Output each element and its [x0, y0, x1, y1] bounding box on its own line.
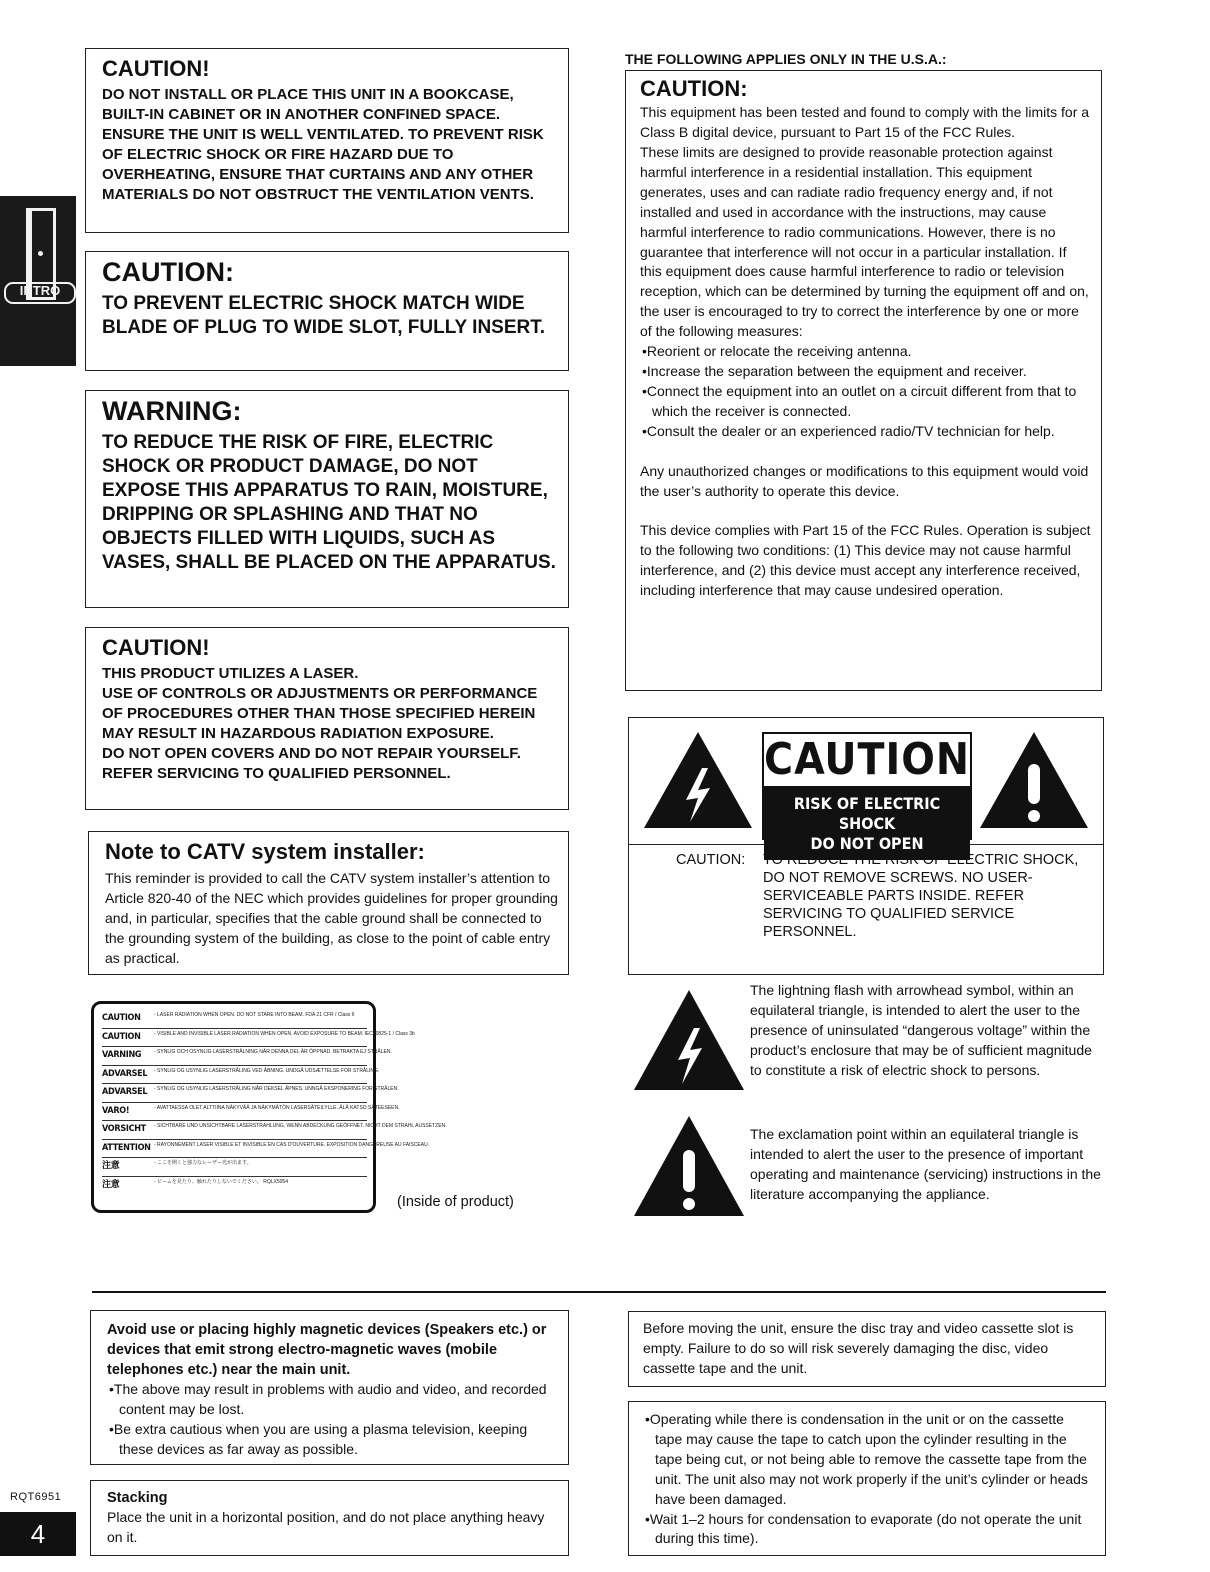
model-code: RQT6951 [10, 1491, 62, 1503]
magnetic-devices-box [90, 1310, 569, 1465]
lightning-symbol-icon [632, 988, 746, 1092]
caution-sign-line-1: RISK OF ELECTRIC SHOCK [793, 794, 941, 833]
condensation-bullet-1: •Operating while there is condensation in the unit or on the cassette tape may cause the tape to catch upon the cylinder resulting in the tape being cut, or not being able to remove the cassette tape from the unit. The unit also may not work properly if the unit’s cylinder or heads have been damaged. [645, 1411, 1088, 1507]
label-row: 注意 - ここを開くと強力なレーザー光が出ます。 [102, 1158, 367, 1177]
label-row: CAUTION - LASER RADIATION WHEN OPEN. DO NOT STARE INTO BEAM. FDA 21 CFR / Class II [102, 1010, 367, 1029]
label-row: VARNING - SYNLIG OCH OSYNLIG LASERSTRÅLNING NÄR DENNA DEL ÄR ÖPPNAD. BETRAKTA EJ STRÅLEN. [102, 1047, 367, 1066]
condensation-box [628, 1401, 1106, 1556]
caution-laser-line-1: THIS PRODUCT UTILIZES A LASER. [102, 665, 359, 683]
fcc-bullet-4: •Consult the dealer or an experienced radio/TV technician for help. [642, 422, 1055, 439]
lightning-triangle-icon [642, 730, 754, 830]
fcc-paragraph-2: These limits are designed to provide reasonable protection against harmful interference in a residential installation. This equipment generates, uses and can radiate radio frequency energy and, if not installed and used in accordance with the instructions, may cause harmful interference to radio communications. However, there is no guarantee that interference will not occur in a particular installation. If this equipment does cause harmful interference to radio or television reception, which can be determined by turning the equipment off and on, the user is encouraged to try to correct the interference by one or more of the following measures: [640, 144, 1089, 340]
stacking-title: Stacking [107, 1490, 168, 1506]
moving-unit-box [628, 1311, 1106, 1387]
stacking-box [90, 1480, 569, 1556]
condensation-bullet-2: •Wait 1–2 hours for condensation to evaporate (do not operate the unit during this time). [645, 1510, 1082, 1547]
catv-note-box [88, 831, 569, 975]
caution-sign-subtitle [764, 786, 970, 860]
label-row: CAUTION - VISIBLE AND INVISIBLE LASER RADIATION WHEN OPEN. AVOID EXPOSURE TO BEAM. IEC60825-1 / Class 3b [102, 1029, 367, 1048]
fcc-paragraph-3: Any unauthorized changes or modifications to this equipment would void the user’s authority to operate this device. [640, 462, 1089, 499]
fcc-bullet-3: •Connect the equipment into an outlet on a circuit different from that to which the receiver is connected. [642, 382, 1077, 419]
label-row: ADVARSEL - SYNLIG OG USYNLIG LASERSTRÅLING VED ÅBNING. UNDGÅ UDSÆTTELSE FOR STRÅLING. [102, 1066, 367, 1085]
caution-sign-caption [676, 851, 1086, 941]
intro-tab-label: INTRO [4, 282, 76, 304]
intro-side-tab [0, 196, 76, 366]
exclamation-symbol-icon [632, 1114, 746, 1218]
magnetic-bullet-2: •Be extra cautious when you are using a plasma television, keeping these devices as far away as possible. [109, 1420, 528, 1457]
caution-sign-caption-text: TO REDUCE THE RISK OF ELECTRIC SHOCK, DO NOT REMOVE SCREWS. NO USER-SERVICEABLE PARTS INSIDE. REFER SERVICING TO QUALIFIED SERVICE PERSONNEL. [763, 852, 1079, 940]
caution-plug-title: CAUTION: [102, 257, 234, 287]
label-row: ATTENTION - RAYONNEMENT LASER VISIBLE ET INVISIBLE EN CAS D'OUVERTURE. EXPOSITION DANGEREUSE AU FAISCEAU. [102, 1140, 367, 1159]
catv-note-title: Note to CATV system installer: [105, 839, 425, 864]
catv-note-text: This reminder is provided to call the CATV system installer’s attention to Article 820-40 of the NEC which provides guidelines for proper grounding and, in particular, specifies that the cable ground shall be connected to the grounding system of the building, as close to the point of cable entry as practical. [105, 870, 558, 967]
caution-sign-line-2: DO NOT OPEN [810, 834, 924, 853]
magnetic-bullet-1: •The above may result in problems with audio and video, and recorded content may be lost. [109, 1381, 547, 1417]
caution-ventilation-title: CAUTION! [102, 56, 210, 81]
label-caption: (Inside of product) [397, 1194, 514, 1210]
warning-text: TO REDUCE THE RISK OF FIRE, ELECTRIC SHOCK OR PRODUCT DAMAGE, DO NOT EXPOSE THIS APPARATUS TO RAIN, MOISTURE, DRIPPING OR SPLASHING AND THAT NO OBJECTS FILLED WITH LIQUIDS, SUCH AS VASES, SHALL BE PLACED ON THE APPARATUS. [102, 431, 556, 573]
caution-ventilation-text: DO NOT INSTALL OR PLACE THIS UNIT IN A BOOKCASE, BUILT-IN CABINET OR IN ANOTHER CONFINED SPACE. ENSURE THE UNIT IS WELL VENTILATED. TO PREVENT RISK OF ELECTRIC SHOCK OR FIRE HAZARD DUE TO OVERHEATING, ENSURE THAT CURTAINS AND ANY OTHER MATERIALS DO NOT OBSTRUCT THE VENTILATION VENTS. [102, 86, 544, 204]
stacking-text: Place the unit in a horizontal position, and do not place anything heavy on it. [107, 1509, 545, 1545]
page-number: 4 [0, 1512, 76, 1556]
label-row: 注意 - ビームを見たり、触れたりしないでください。 RQLX5054 [102, 1178, 288, 1190]
fcc-paragraph-4: This device complies with Part 15 of the FCC Rules. Operation is subject to the following two conditions: (1) This device may not cause harmful interference, and (2) this device must accept any interference received, including interference that may cause undesired operation. [640, 522, 1091, 599]
fcc-caution-box [625, 70, 1102, 691]
caution-ventilation-box [85, 48, 569, 233]
caution-sign-word: CAUTION [764, 734, 970, 785]
label-row: VARO! - AVATTAESSA OLET ALTTIINA NÄKYVÄÄ JA NÄKYMÄTÖN LASERSÄTEILYLLE. ÄLÄ KATSO SÄTEESEEN. [102, 1103, 367, 1122]
warning-box [85, 390, 569, 608]
caution-laser-line-3: DO NOT OPEN COVERS AND DO NOT REPAIR YOURSELF. REFER SERVICING TO QUALIFIED PERSONNEL. [102, 745, 521, 783]
fcc-bullet-1: •Reorient or relocate the receiving antenna. [642, 343, 912, 360]
laser-warning-label [91, 1001, 447, 1213]
caution-plug-box [85, 251, 569, 371]
label-row: VORSICHT - SICHTBARE UND UNSICHTBARE LASERSTRAHLUNG, WENN ABDECKUNG GEÖFFNET. NICHT DEM STRAHL AUSSETZEN. [102, 1121, 367, 1140]
usa-only-heading: THE FOLLOWING APPLIES ONLY IN THE U.S.A.: [625, 51, 947, 67]
exclamation-symbol-text: The exclamation point within an equilateral triangle is intended to alert the user to the presence of important operating and maintenance (servicing) instructions in the literature accompanying the appliance. [750, 1126, 1101, 1202]
caution-sign-panel [762, 732, 972, 853]
magnetic-devices-lead: Avoid use or placing highly magnetic devices (Speakers etc.) or devices that emit strong electro-magnetic waves (mobile telephones etc.) near the main unit. [107, 1322, 547, 1378]
caution-laser-box [85, 627, 569, 810]
section-divider [92, 1291, 1106, 1293]
lightning-symbol-text: The lightning flash with arrowhead symbol, within an equilateral triangle, is intended to alert the user to the presence of uninsulated “dangerous voltage” within the product’s enclosure that may be of sufficient magnitude to constitute a risk of electric shock to persons. [750, 982, 1092, 1078]
fcc-paragraph-1: This equipment has been tested and found to comply with the limits for a Class B digital device, pursuant to Part 15 of the FCC Rules. [640, 104, 1090, 141]
fcc-caution-title: CAUTION: [640, 76, 748, 101]
label-row: ADVARSEL - SYNLIG OG USYNLIG LASERSTRÅLING NÅR DEKSEL ÅPNES. UNNGÅ EKSPONERING FOR STRÅLEN. [102, 1084, 367, 1103]
moving-unit-text: Before moving the unit, ensure the disc tray and video cassette slot is empty. Failure to do so will risk severely damaging the disc, video cassette tape and the unit. [643, 1320, 1074, 1376]
caution-laser-line-2: USE OF CONTROLS OR ADJUSTMENTS OR PERFORMANCE OF PROCEDURES OTHER THAN THOSE SPECIFIED HEREIN MAY RESULT IN HAZARDOUS RADIATION EXPOSURE. [102, 685, 538, 743]
fcc-bullet-2: •Increase the separation between the equipment and receiver. [642, 362, 1027, 379]
caution-plug-text: TO PREVENT ELECTRIC SHOCK MATCH WIDE BLADE OF PLUG TO WIDE SLOT, FULLY INSERT. [102, 292, 546, 338]
caution-sign-caption-label: CAUTION: [676, 852, 746, 868]
caution-laser-title: CAUTION! [102, 635, 210, 660]
warning-title: WARNING: [102, 396, 242, 426]
exclamation-triangle-icon [978, 730, 1090, 830]
